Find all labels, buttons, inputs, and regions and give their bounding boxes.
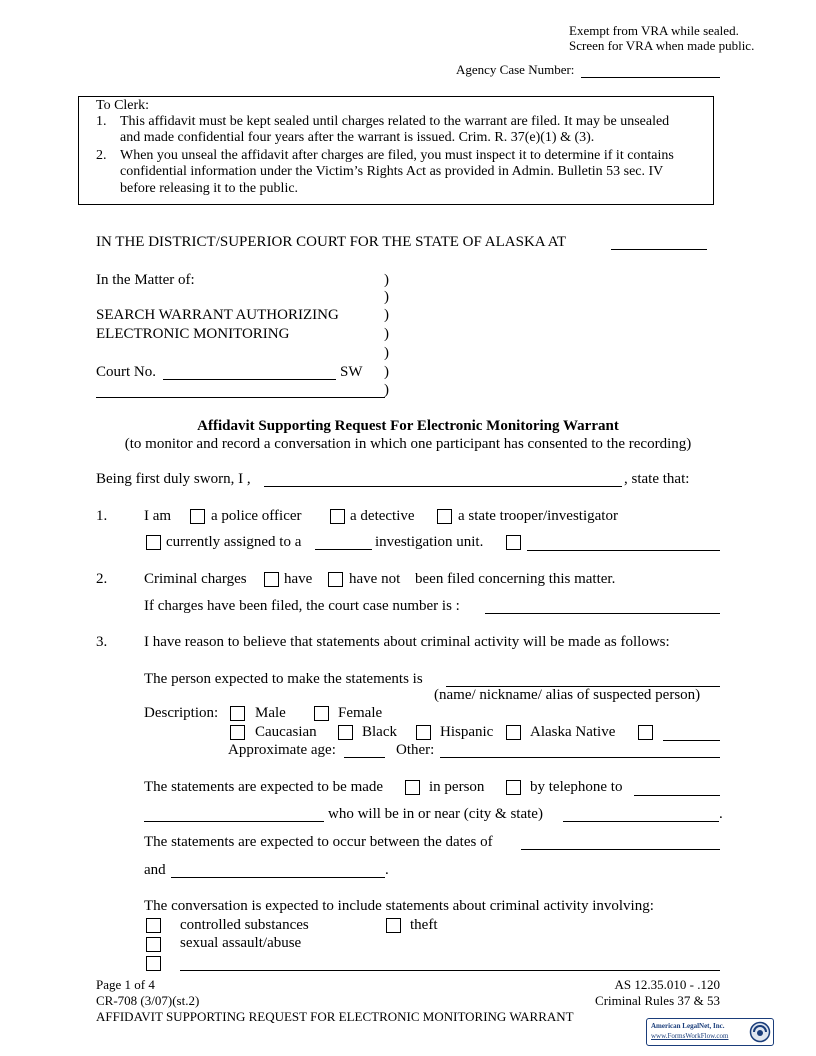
affiant-name-field[interactable]: [264, 486, 622, 487]
vra-note-line2: Screen for VRA when made public.: [569, 38, 755, 53]
matter-label: In the Matter of:: [96, 272, 195, 288]
dates-period: .: [385, 862, 389, 878]
other-role-field[interactable]: [527, 550, 720, 551]
caption-paren: ): [384, 272, 389, 288]
police-officer-label: a police officer: [211, 508, 302, 524]
affidavit-subtitle: (to monitor and record a conversation in which one participant has consented to the recording): [124, 436, 692, 452]
assigned-prefix: currently assigned to a: [166, 534, 302, 550]
location-period: .: [719, 806, 723, 822]
caption-paren: ): [384, 289, 389, 305]
unit-type-field[interactable]: [315, 549, 372, 550]
police-officer-checkbox[interactable]: [190, 509, 205, 524]
agency-case-label: Agency Case Number:: [456, 62, 575, 77]
form-code: CR-708 (3/07)(st.2): [96, 993, 200, 1008]
person-hint: (name/ nickname/ alias of suspected person): [434, 687, 701, 703]
clerk-item2-number: 2.: [96, 148, 107, 163]
age-field[interactable]: [344, 757, 385, 758]
telephone-checkbox[interactable]: [506, 780, 521, 795]
controlled-substances-label: controlled substances: [180, 917, 309, 933]
court-location-field[interactable]: [611, 249, 707, 250]
item1-number: 1.: [96, 508, 108, 524]
agency-case-number-field[interactable]: [581, 77, 720, 78]
end-date-field[interactable]: [171, 877, 385, 878]
detective-label: a detective: [350, 508, 415, 524]
other-role-checkbox[interactable]: [506, 535, 521, 550]
other-race-field[interactable]: [663, 740, 720, 741]
i-am-label: I am: [144, 508, 172, 524]
in-person-label: in person: [429, 779, 485, 795]
state-trooper-checkbox[interactable]: [437, 509, 452, 524]
charges-suffix: been filed concerning this matter.: [415, 571, 616, 587]
clerk-notice-box: [78, 96, 714, 205]
activity-label: The conversation is expected to include statements about criminal activity involving:: [144, 898, 654, 914]
court-no-label: Court No.: [96, 364, 156, 380]
age-label: Approximate age:: [228, 742, 336, 758]
sworn-prefix: Being first duly sworn, I ,: [96, 471, 251, 487]
clerk-item2-line1: When you unseal the affidavit after charges are filed, you must inspect it to determine if it contains: [120, 148, 674, 163]
recipient-name-field[interactable]: [144, 821, 324, 822]
form-title-footer: AFFIDAVIT SUPPORTING REQUEST FOR ELECTRONIC MONITORING WARRANT: [96, 1009, 574, 1024]
sworn-suffix: , state that:: [624, 471, 690, 487]
caption-bottom-rule: [96, 397, 385, 398]
description-label: Description:: [144, 705, 219, 721]
black-checkbox[interactable]: [338, 725, 353, 740]
court-heading: IN THE DISTRICT/SUPERIOR COURT FOR THE STATE OF ALASKA AT: [96, 234, 567, 250]
court-no-field[interactable]: [163, 379, 336, 380]
affidavit-title: Affidavit Supporting Request For Electronic Monitoring Warrant: [197, 418, 619, 434]
logo-globe-icon: [749, 1021, 771, 1043]
page-number: Page 1 of 4: [96, 977, 155, 992]
other-activity-checkbox[interactable]: [146, 956, 161, 971]
telephone-label: by telephone to: [530, 779, 623, 795]
person-label: The person expected to make the statements is: [144, 671, 423, 687]
item3-intro: I have reason to believe that statements about criminal activity will be made as follows:: [144, 634, 670, 650]
caucasian-label: Caucasian: [255, 724, 317, 740]
in-person-checkbox[interactable]: [405, 780, 420, 795]
alaska-native-checkbox[interactable]: [506, 725, 521, 740]
alaska-native-label: Alaska Native: [530, 724, 616, 740]
other-description-field[interactable]: [440, 757, 720, 758]
have-not-label: have not: [349, 571, 401, 587]
clerk-item1-line2: and made confidential four years after the warrant is issued. Crim. R. 37(e)(1) & (3).: [120, 130, 595, 145]
clerk-item1-number: 1.: [96, 114, 107, 129]
male-checkbox[interactable]: [230, 706, 245, 721]
theft-label: theft: [410, 917, 438, 933]
caption-paren: ): [384, 345, 389, 361]
item3-number: 3.: [96, 634, 108, 650]
caption-paren: ): [384, 382, 389, 398]
controlled-substances-checkbox[interactable]: [146, 918, 161, 933]
logo-url: www.FormsWorkFlow.com: [651, 1032, 729, 1040]
location-text: who will be in or near (city & state): [328, 806, 543, 822]
court-case-number-field[interactable]: [485, 613, 720, 614]
other-description-label: Other:: [396, 742, 435, 758]
other-race-checkbox[interactable]: [638, 725, 653, 740]
clerk-item2-line2: confidential information under the Victim’s Rights Act as provided in Admin. Bulletin 53 sec. IV: [120, 164, 664, 179]
have-checkbox[interactable]: [264, 572, 279, 587]
hispanic-checkbox[interactable]: [416, 725, 431, 740]
assigned-suffix: investigation unit.: [375, 534, 484, 550]
other-activity-field[interactable]: [180, 970, 720, 971]
black-label: Black: [362, 724, 397, 740]
item2-number: 2.: [96, 571, 108, 587]
made-label: The statements are expected to be made: [144, 779, 384, 795]
start-date-field[interactable]: [521, 849, 720, 850]
caucasian-checkbox[interactable]: [230, 725, 245, 740]
have-label: have: [284, 571, 313, 587]
caption-paren: ): [384, 326, 389, 342]
theft-checkbox[interactable]: [386, 918, 401, 933]
telephone-recipient-field[interactable]: [634, 795, 720, 796]
female-checkbox[interactable]: [314, 706, 329, 721]
clerk-notice-heading: To Clerk:: [96, 98, 150, 113]
sexual-assault-label: sexual assault/abuse: [180, 935, 302, 951]
case-number-label: If charges have been filed, the court case number is :: [144, 598, 460, 614]
clerk-item1-line1: This affidavit must be kept sealed until charges related to the warrant are filed. It may be unsealed: [120, 114, 670, 129]
male-label: Male: [255, 705, 286, 721]
caption-paren: ): [384, 364, 389, 380]
rules-reference: Criminal Rules 37 & 53: [595, 993, 720, 1008]
case-title-line1: SEARCH WARRANT AUTHORIZING: [96, 307, 339, 323]
detective-checkbox[interactable]: [330, 509, 345, 524]
american-legalnet-logo: [646, 1018, 774, 1046]
hispanic-label: Hispanic: [440, 724, 494, 740]
criminal-charges-label: Criminal charges: [144, 571, 247, 587]
caption-paren: ): [384, 307, 389, 323]
city-state-field[interactable]: [563, 821, 719, 822]
court-no-suffix: SW: [340, 364, 363, 380]
state-trooper-label: a state trooper/investigator: [458, 508, 618, 524]
case-title-line2: ELECTRONIC MONITORING: [96, 326, 290, 342]
clerk-item2-line3: before releasing it to the public.: [120, 181, 299, 196]
sexual-assault-checkbox[interactable]: [146, 937, 161, 952]
statute-reference: AS 12.35.010 - .120: [614, 977, 720, 992]
have-not-checkbox[interactable]: [328, 572, 343, 587]
vra-note-line1: Exempt from VRA while sealed.: [569, 23, 739, 38]
assigned-checkbox[interactable]: [146, 535, 161, 550]
logo-company: American LegalNet, Inc.: [651, 1022, 725, 1030]
dates-label: The statements are expected to occur between the dates of: [144, 834, 493, 850]
female-label: Female: [338, 705, 383, 721]
and-label: and: [144, 862, 166, 878]
